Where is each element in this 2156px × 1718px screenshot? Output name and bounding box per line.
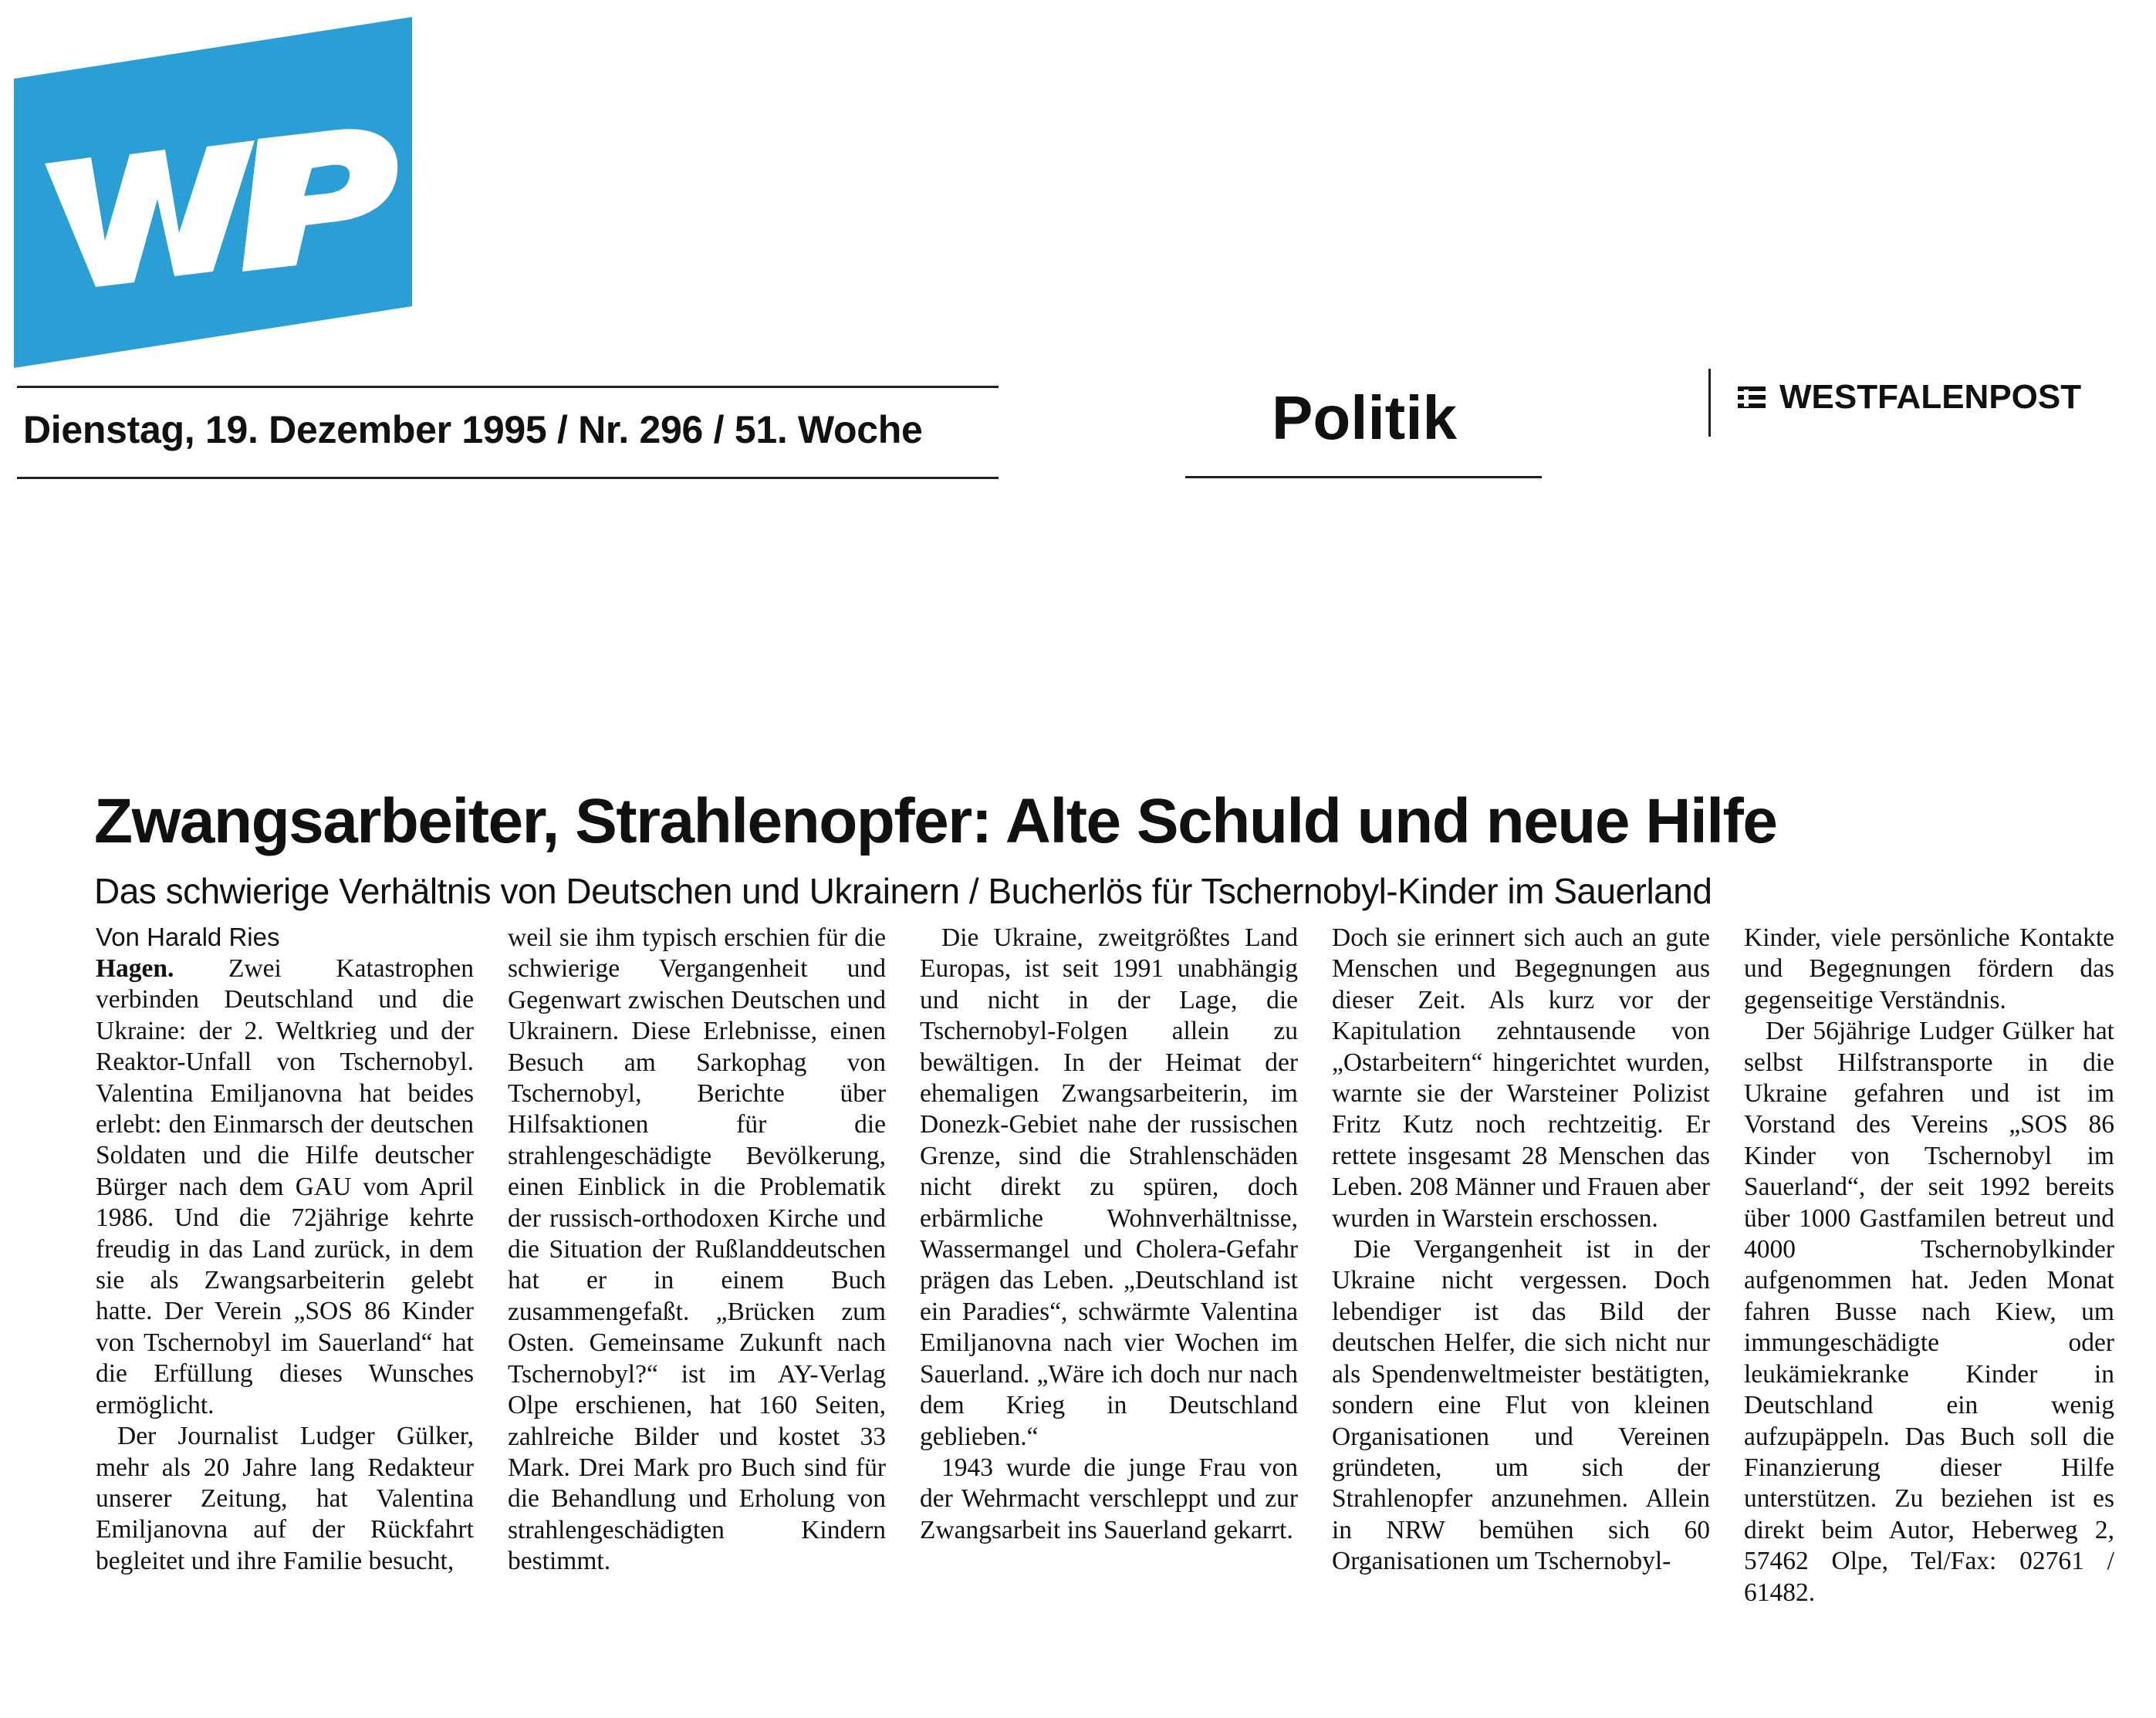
wp-logo-graphic: [14, 17, 412, 368]
subheadline: Das schwierige Verhältnis von Deutschen und Ukrainern / Bucherlös für Tschernobyl-Kinder im Sauerland: [94, 871, 1712, 911]
byline: Von Harald Ries: [96, 923, 280, 951]
westfalenpost-mark-icon: [1736, 382, 1767, 413]
paragraph: Die Vergangenheit ist in der Ukraine nicht vergessen. Doch lebendiger ist das Bild der deutschen Helfer, die sich nicht nur als Spendenweltmeister bestätigten, sondern eine Flut von kleinen Organisationen und Vereinen gründeten, um sich der Strahlenopfer anzunehmen. Allein in NRW bemühen sich 60 Organisationen um Tschernobyl-: [1332, 1235, 1710, 1576]
paragraph: Kinder, viele persönliche Kontakte und Begegnungen fördern das gegenseitige Verständnis.: [1744, 923, 2114, 1014]
article-column-4: [1332, 923, 1710, 1578]
bleed-through-text: [787, 231, 802, 293]
paragraph: [96, 954, 474, 1421]
brand-divider: [1708, 369, 1711, 437]
section-title: Politik: [1272, 383, 1458, 452]
brand-label: [1736, 378, 2081, 417]
paragraph: Die Ukraine, zweitgrößtes Land Europas, ist seit 1991 unabhängig und nicht in der Lage, die Tschernobyl-Folgen allein zu bewältigen. In der Heimat der ehemaligen Zwangsarbeiterin, im Donezk-Gebiet nahe der russischen Grenze, sind die Strahlenschäden nicht direkt zu spüren, doch erbärmliche Wohnverhältnisse, Wassermangel und Cholera-Gefahr prägen das Leben. „Deutschland ist ein Paradies“, schwärmte Valentina Emiljanovna nach vier Wochen im Sauerland. „Wäre ich doch nur nach dem Krieg in Deutschland geblieben.“: [920, 923, 1298, 1451]
section-underline: [1185, 476, 1542, 478]
paragraph: 1943 wurde die junge Frau von der Wehrmacht verschleppt und zur Zwangsarbeit ins Sauerland gekarrt.: [920, 1453, 1298, 1544]
paragraph: Der 56jährige Ludger Gülker hat selbst Hilfstransporte in die Ukraine gefahren und ist im Vorstand des Vereins „SOS 86 Kinder von Tschernobyl im Sauerland“, der seit 1992 bereits über 1000 Gastfamilen betreut und 4000 Tschernobylkinder aufgenommen hat. Jeden Monat fahren Busse nach Kiew, um immungeschädigte oder leukämiekranke Kinder in Deutschland ein wenig aufzupäppeln. Das Buch soll die Finanzierung dieser Hilfe unterstützen. Zu beziehen ist es direkt beim Autor, Heberweg 2, 57462 Olpe, Tel/Fax: 02761 / 61482.: [1744, 1017, 2114, 1607]
paragraph: weil sie ihm typisch erschien für die schwierige Vergangenheit und Gegenwart zwischen Deutschen und Ukrainern. Diese Erlebnisse, einen Besuch am Sarkophag von Tschernobyl, Berichte über Hilfsaktionen für die strahlengeschädigte Bevölkerung, einen Einblick in die Problematik der russisch-orthodoxen Kirche und die Situation der Rußlanddeutschen hat er in einem Buch zusammengefaßt. „Brücken zum Osten. Gemeinsame Zukunft nach Tschernobyl?“ ist im AY-Verlag Olpe erschienen, hat 160 Seiten, zahlreiche Bilder und kostet 33 Mark. Drei Mark pro Buch sind für die Behandlung und Erholung von strahlengeschädigten Kindern bestimmt.: [508, 923, 886, 1576]
date-line: Dienstag, 19. Dezember 1995 / Nr. 296 / 51. Woche: [23, 408, 923, 451]
masthead-rule-bottom: [17, 477, 999, 479]
paragraph: Der Journalist Ludger Gülker, mehr als 20 Jahre lang Redakteur unserer Zeitung, hat Valentina Emiljanovna auf der Rückfahrt begleitet und ihre Familie besucht,: [96, 1422, 474, 1575]
article-column-3: [920, 923, 1298, 1546]
headline: Zwangsarbeiter, Strahlenopfer: Alte Schuld und neue Hilfe: [94, 786, 1777, 856]
wp-logo: [14, 17, 412, 368]
masthead-rule-top: [17, 386, 999, 388]
article-column-5: [1744, 923, 2114, 1608]
dateline: Hagen.: [96, 954, 174, 983]
article-column-2: [508, 923, 886, 1578]
brand-text: WESTFALENPOST: [1779, 378, 2082, 416]
paragraph: Doch sie erinnert sich auch an gute Menschen und Begegnungen aus dieser Zeit. Als kurz vor der Kapitulation zehntausende von „Ostarbeitern“ hingerichtet wurden, warnte sie der Warsteiner Polizist Fritz Kutz noch rechtzeitig. Er rettete insgesamt 28 Menschen das Leben. 208 Männer und Frauen aber wurden in Warstein erschossen.: [1332, 923, 1710, 1233]
paragraph-text: Zwei Katastrophen verbinden Deutschland und die Ukraine: der 2. Weltkrieg und der Reaktor-Unfall von Tschernobyl. Valentina Emiljanovna hat beides erlebt: den Einmarsch der deutschen Soldaten und die Hilfe deutscher Bürger nach dem GAU vom April 1986. Und die 72jährige kehrte freudig in das Land zurück, in dem sie als Zwangsarbeiterin gelebt hatte. Der Verein „SOS 86 Kinder von Tschernobyl im Sauerland“ hat die Erfüllung dieses Wunsches ermöglicht.: [96, 954, 474, 1419]
article-column-1: [96, 954, 474, 1577]
